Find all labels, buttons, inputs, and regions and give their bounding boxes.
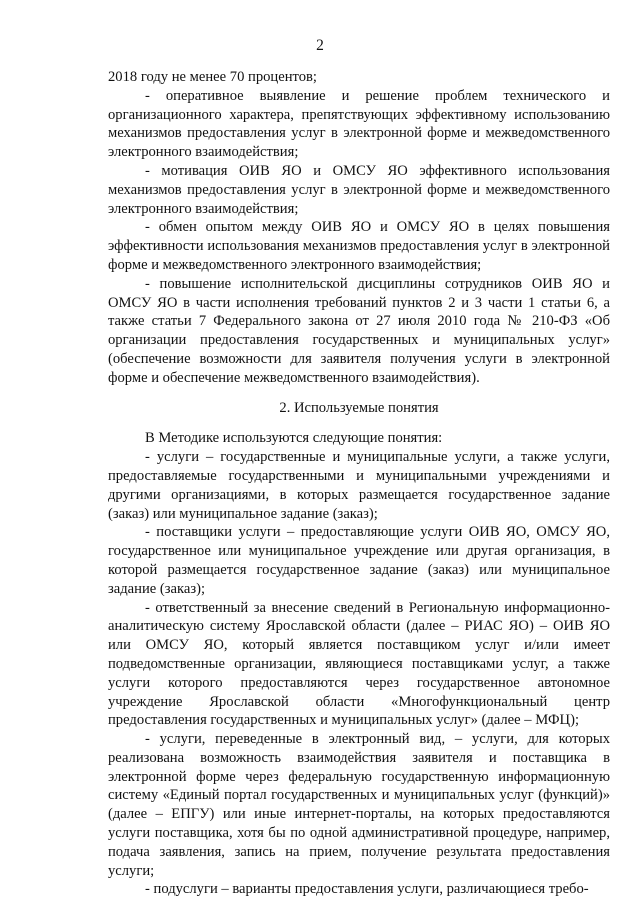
paragraph: - поставщики услуги – предоставляющие услуги ОИВ ЯО, ОМСУ ЯО, государственное или муниципальное учреждение или другая организация, в которой размещается государственное задание (заказ) или муниципальное задание (заказ);	[108, 524, 610, 597]
paragraph: - оперативное выявление и решение проблем технического и организационного характера, препятствующих эффективному использованию механизмов предоставления услуг в электронной форме и межведомственного электронного взаимодействия;	[108, 87, 610, 161]
paragraph: - ответственный за внесение сведений в Региональную информационно-аналитическую систему Ярославской области (далее – РИАС ЯО) – ОИВ ЯО или ОМСУ ЯО, который является поставщиком услуг и/или имеет подведомственные организации, являющиеся поставщиками услуг, а также услуги которого предоставляются через государственное автономное учреждение Ярославской области «Многофункциональный центр предоставления государственных и муниципальных услуг» (далее – МФЦ);	[108, 599, 610, 729]
paragraph: - обмен опытом между ОИВ ЯО и ОМСУ ЯО в целях повышения эффективности использования механизмов предоставления услуг в электронной форме и межведомственного электронного взаимодействия;	[108, 219, 610, 273]
paragraph: В Методике используются следующие понятия:	[145, 430, 443, 447]
paragraphs-after	[108, 429, 610, 899]
section-heading: 2. Используемые понятия	[279, 399, 439, 416]
paragraph: - подуслуги – варианты предоставления услуги, различающиеся требо-	[145, 881, 589, 898]
paragraph: - услуги – государственные и муниципальные услуги, а также услуги, предоставляемые государственными и муниципальными учреждениями и другими организациями, в которых размещается государственное задание (заказ) или муниципальное задание (заказ);	[108, 449, 610, 522]
paragraph: - услуги, переведенные в электронный вид, – услуги, для которых реализована возможность взаимодействия заявителя и поставщика в электронной форме через федеральную государственную информационную систему «Единый портал государственных и муниципальных услуг (функций)» (далее – ЕПГУ) или иные интернет-порталы, на которых предоставляются услуги поставщика, хотя бы по одной административной процедуре, например, подача заявления, запись на прием, получение результата предоставления услуги;	[108, 731, 610, 879]
paragraphs-before	[108, 68, 610, 388]
document-body	[108, 68, 610, 899]
paragraph: 2018 году не менее 70 процентов;	[108, 69, 317, 85]
paragraph: - повышение исполнительской дисциплины сотрудников ОИВ ЯО и ОМСУ ЯО в части исполнения требований пунктов 2 и 3 части 1 статьи 6, а также статьи 7 Федерального закона от 27 июля 2010 года № 210-ФЗ «Об организации предоставления государственных и муниципальных услуг» (обеспечение возможности для заявителя получения услуги в электронной форме и обеспечение межведомственного взаимодействия).	[108, 275, 610, 386]
paragraph: - мотивация ОИВ ЯО и ОМСУ ЯО эффективного использования механизмов предоставления услуг в электронной форме и межведомственного электронного взаимодействия;	[108, 162, 610, 217]
page-number: 2	[316, 37, 324, 54]
